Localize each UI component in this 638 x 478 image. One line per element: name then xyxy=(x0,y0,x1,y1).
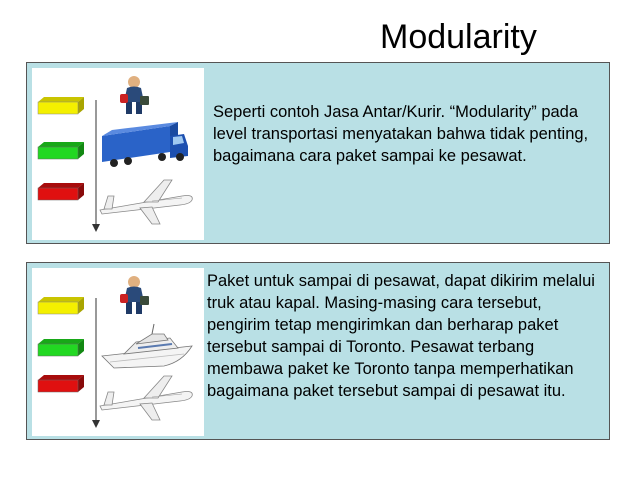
airplane-icon xyxy=(100,376,192,420)
panel-text: Seperti contoh Jasa Antar/Kurir. “Modularity” pada level transportasi menyatakan bahwa tidak penting, bagaimana cara paket sampai ke pesawat. xyxy=(213,103,589,165)
diagram-image xyxy=(32,268,204,436)
layer-box-yellow-icon xyxy=(38,97,84,114)
layer-diagram xyxy=(32,68,204,240)
airplane-icon xyxy=(100,180,192,224)
down-arrow-icon xyxy=(92,100,100,232)
layer-diagram xyxy=(32,268,204,436)
layer-box-red-icon xyxy=(38,183,84,200)
truck-icon xyxy=(102,122,188,167)
panel-transport-example xyxy=(26,62,610,244)
courier-person-icon xyxy=(120,276,149,314)
layer-box-green-icon xyxy=(38,339,84,356)
diagram-image xyxy=(32,68,204,240)
down-arrow-icon xyxy=(92,298,100,428)
layer-box-green-icon xyxy=(38,142,84,159)
layer-box-red-icon xyxy=(38,375,84,392)
courier-person-icon xyxy=(120,76,149,114)
layer-box-yellow-icon xyxy=(38,297,84,314)
boat-icon xyxy=(102,324,192,368)
slide-title: Modularity xyxy=(380,18,537,56)
panel-text: Paket untuk sampai di pesawat, dapat dikirim melalui truk atau kapal. Masing-masing cara tersebut, pengirim tetap mengirimkan dan berharap paket tersebut sampai di Toronto. Pesawat terbang membawa paket ke Toronto tanpa memperhatikan bagaimana paket tersebut sampai di pesawat itu. xyxy=(207,272,595,400)
panel-delivery-explanation xyxy=(26,262,610,440)
